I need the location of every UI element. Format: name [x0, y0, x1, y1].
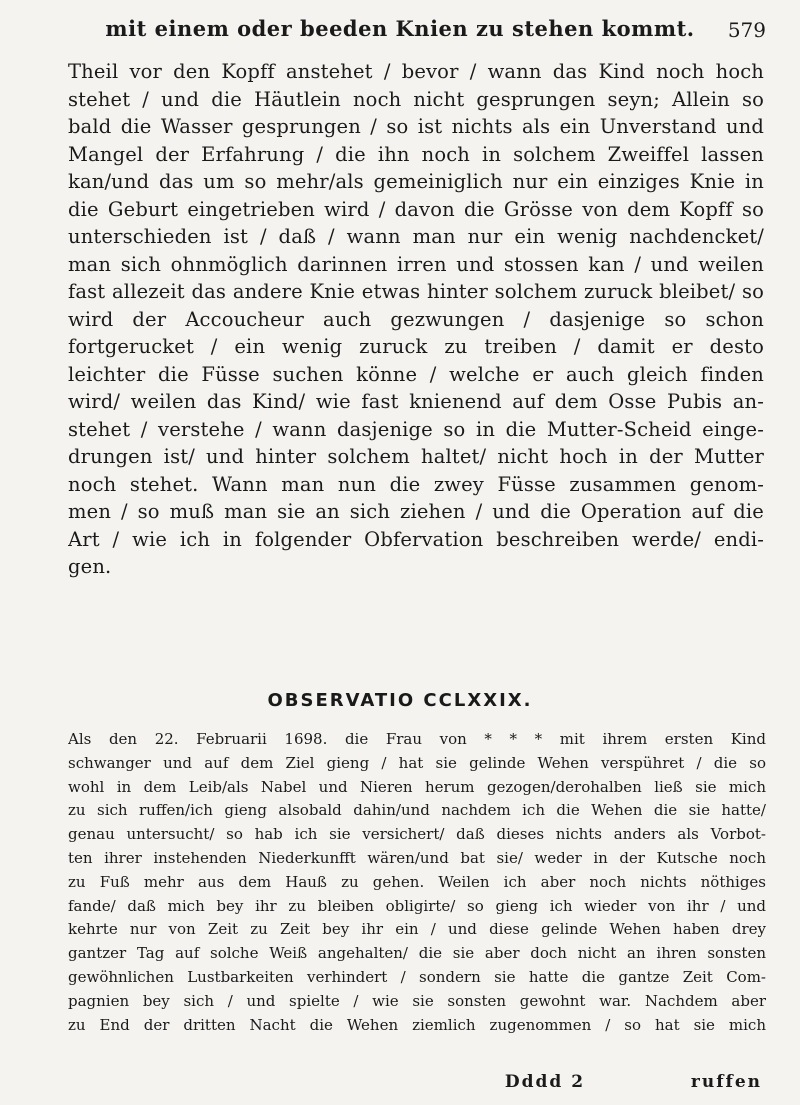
- text-line: unterschieden ist / daß / wann man nur ein wenig nachdencket/: [68, 225, 764, 248]
- text-line: Mangel der Erfahrung / die ihn noch in solchem Zweiffel lassen: [68, 142, 764, 166]
- observation-line: gewöhnlichen Lustbarkeiten verhindert / sondern sie hatte die gantze Zeit Com-: [68, 967, 766, 986]
- observation-line: schwanger und auf dem Ziel gieng / hat sie gelinde Wehen verspühret / die so: [68, 753, 766, 772]
- text-line: wird/ weilen das Kind/ wie fast knienend auf dem Osse Pubis an-: [68, 390, 764, 413]
- text-line: bald die Wasser gesprungen / so ist nichts als ein Unverstand und: [68, 115, 764, 138]
- observation-line: pagnien bey sich / und spielte / wie sie sonsten gewohnt war. Nachdem aber: [68, 991, 766, 1010]
- text-line: die Geburt eingetrieben wird / davon die Grösse von dem Kopff so: [68, 197, 764, 221]
- text-line: men / so muß man sie an sich ziehen / und die Operation auf die: [68, 500, 764, 523]
- observation-line: wohl in dem Leib/als Nabel und Nieren herum gezogen/derohalben ließ sie mich: [68, 777, 766, 796]
- observation-line: gantzer Tag auf solche Weiß angehalten/ die sie aber doch nicht an ihren sonsten: [68, 944, 766, 963]
- text-line: gen.: [68, 555, 112, 578]
- observation-line: fande/ daß mich bey ihr zu bleiben obligirte/ so gieng ich wieder von ihr / und: [68, 896, 766, 915]
- observation-line: kehrte nur von Zeit zu Zeit bey ihr ein / und diese gelinde Wehen haben drey: [68, 920, 766, 939]
- text-line: Art / wie ich in folgender Obfervation beschreiben werde/ endi-: [68, 527, 764, 551]
- text-line: fast allezeit das andere Knie etwas hinter solchem zuruck bleibet/ so: [68, 280, 764, 303]
- observation-line: genau untersucht/ so hab ich sie versichert/ daß dieses nichts anders als Vorbot-: [68, 825, 766, 844]
- catchword: ruffen: [690, 1072, 762, 1092]
- text-line: leichter die Füsse suchen könne / welche er auch gleich finden: [68, 362, 764, 386]
- text-line: fortgerucket / ein wenig zuruck zu treiben / damit er desto: [68, 335, 764, 358]
- observation-heading: OBSERVATIO CCLXXIX.: [267, 690, 533, 711]
- page-number: 579: [727, 18, 766, 42]
- observation-line: zu End der dritten Nacht die Wehen ziemlich zugenommen / so hat sie mich: [68, 1015, 766, 1034]
- page-footer: [462, 1072, 762, 1092]
- text-line: Theil vor den Kopff anstehet / bevor / wann das Kind noch hoch: [68, 60, 764, 83]
- running-head: mit einem oder beeden Knien zu stehen kommt.: [105, 16, 695, 41]
- text-line: wird der Accoucheur auch gezwungen / dasjenige so schon: [68, 307, 764, 331]
- text-line: kan/und das um so mehr/als gemeiniglich nur ein einziges Knie in: [68, 170, 764, 193]
- observation-line: zu Fuß mehr aus dem Hauß zu gehen. Weilen ich aber noch nichts nöthiges: [68, 872, 766, 891]
- observation-text-block: [68, 728, 766, 1037]
- text-line: man sich ohnmöglich darinnen irren und stossen kan / und weilen: [68, 252, 764, 276]
- observation-line: ten ihrer instehenden Niederkunfft wären/und bat sie/ weder in der Kutsche noch: [68, 848, 766, 867]
- page-header: [0, 16, 800, 46]
- main-text-block: [68, 58, 764, 581]
- text-line: drungen ist/ und hinter solchem haltet/ nicht hoch in der Mutter: [68, 445, 764, 468]
- observation-line: zu sich ruffen/ich gieng alsobald dahin/und nachdem ich die Wehen die sie hatte/: [68, 801, 766, 820]
- text-line: noch stehet. Wann man nun die zwey Füsse zusammen genom-: [68, 472, 764, 496]
- observation-line: Als den 22. Februarii 1698. die Frau von * * * mit ihrem ersten Kind: [68, 730, 766, 748]
- text-line: stehet / verstehe / wann dasjenige so in die Mutter-Scheid einge-: [68, 417, 764, 441]
- text-line: stehet / und die Häutlein noch nicht gesprungen seyn; Allein so: [68, 87, 764, 111]
- signature-mark: Dddd 2: [504, 1072, 586, 1092]
